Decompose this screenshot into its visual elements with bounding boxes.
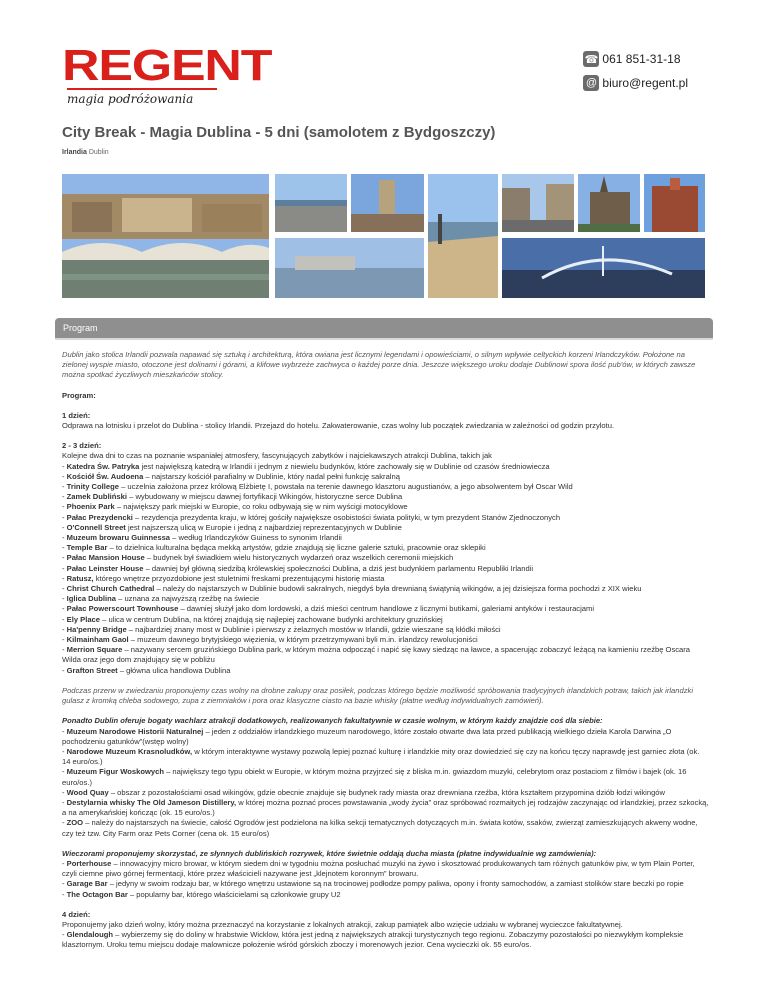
- harbour-photo[interactable]: [275, 238, 424, 298]
- list-item-description: – uznana za najwyższą rzeźbę na świecie: [116, 594, 260, 604]
- list-item-name: Zamek Dubliński: [66, 492, 127, 502]
- list-item: - The Octagon Bar – popularny bar, którego właścicielami są członkowie grupy U2: [62, 889, 341, 899]
- program-heading: Program:: [62, 390, 96, 400]
- list-item-description: – dawniej był główną siedzibą królewskiej społeczności Dublina, a dziś jest budynkiem parlamentu Republiki Irlandii: [143, 563, 534, 573]
- list-item: - Muzeum browaru Guinnessa – według Irlandczyków Guiness to synonim Irlandii: [62, 533, 342, 543]
- optional-heading: Ponadto Dublin oferuje bogaty wachlarz atrakcji dodatkowych, realizowanych fakultatywnie w czasie wolnym, w którym każdy znajdzie coś dla siebie:: [62, 716, 603, 726]
- list-item: - Porterhouse – innowacyjny micro browar, w którym siedem dni w tygodniu można posłuchać muzyki na żywo i skosztować produkowanych tam różnych gatunków piw, w tym Plain Porter, czyli ciemne piwo górnej fermentacji, które przez właścicieli nazywane jest „klejnotem koronnym” browaru.: [62, 858, 695, 879]
- free-time-note: Podczas przerw w zwiedzaniu proponujemy czas wolny na drobne zakupy oraz posiłek, podczas którego będzie możliwość spróbowania tradycyjnych irlandzkich potraw, takich jak irlandzki gulasz z kromką chleba sodowego, zupa z ziemniaków i pora oraz klasyczne ciasto na bazie whisky (płatne według indywidualnych zamówień).: [62, 685, 694, 706]
- program-tab[interactable]: Program: [55, 318, 713, 338]
- list-item: - Pałac Mansion House – budynek był świadkiem wielu historycznych wydarzeń oraz wszelkich ceremonii miejskich: [62, 553, 454, 563]
- list-item: - Kilmainham Gaol – muzeum dawnego brytyjskiego więzienia, w którym przetrzymywani byli m.in. irlandzcy rewolucjoniści: [62, 635, 478, 645]
- list-item: - Grafton Street – główna ulica handlowa Dublina: [62, 665, 231, 675]
- list-item-name: ZOO: [66, 818, 84, 828]
- list-item-name: Merrion Square: [66, 645, 123, 655]
- day4-excursions-list: [62, 930, 709, 950]
- page-title: City Break - Magia Dublina - 5 dni (samolotem z Bydgoszczy): [62, 124, 496, 141]
- list-item: - Pałac Prezydencki – rezydencja prezydenta kraju, w której gościły największe osobistości świata polityki, w tym prezydent Stanów Zjednoczonych: [62, 512, 561, 522]
- breadcrumb-country[interactable]: Irlandia: [62, 149, 87, 156]
- list-item: - Phoenix Park – największy park miejski w Europie, co roku odbywają się w nim wyścigi motocyklowe: [62, 502, 408, 512]
- list-item-description: – ulica w centrum Dublina, na której znajdują się najlepiej zachowane budynki architektury gruzińskiej: [100, 614, 443, 624]
- day23-heading: 2 - 3 dzień:: [62, 441, 102, 451]
- day4-text: Proponujemy jako dzień wolny, który można przeznaczyć na korzystanie z lokalnych atrakcji, zakup pamiątek albo wzięcie udziału w wybranej wycieczce fakultatywnej.: [62, 919, 623, 929]
- list-item-name: Pałac Leinster House: [66, 563, 144, 573]
- regent-logo[interactable]: [62, 41, 272, 110]
- list-item-name: Muzeum Narodowe Historii Naturalnej: [66, 726, 204, 736]
- list-item: - Glendalough – wybierzemy się do doliny w hrabstwie Wicklow, która jest jedną z największych atrakcji turystycznych tego regionu. Zobaczymy pozostałości po niezwykłym kompleksie klasztornym. Uroku temu miejscu dodaje malownicze położenie wśród górskich zboczy i morenowych jezior. Cena wycieczki ok. 55 euro/os.: [62, 930, 684, 950]
- list-item-description: – uczelnia założona przez królową Elżbietę I, powstała na terenie dawnego klasztoru augustianów, a jego absolwentem był Oscar Wild: [118, 482, 573, 492]
- list-item-name: Grafton Street: [66, 665, 118, 675]
- list-item-name: Porterhouse: [66, 858, 112, 868]
- list-item-description: w której można poznać proces powstawania „wody życia” oraz spróbować rozmaitych jej rodzajów zaczynając od irlandzkiej, przez szkocką, a na amerykańskiej kończąc (ok. 15 euro/os.): [62, 797, 709, 818]
- list-item-description: – obszar z pozostałościami osad wikingów, gdzie obecnie znajduje się budynek rady miasta oraz drewniana rzeźba, która kształtem przypomina dziób łodzi wikingów: [108, 787, 666, 797]
- beach-photo[interactable]: [428, 174, 498, 298]
- intro-text: Dublin jako stolica Irlandii pozwala napawać się sztuką i architekturą, która owiana jest licznymi legendami i opowieściami, o silnym wpływie celtyckich korzeni Irlandczyków. Położone na zielonej wyspie miasto, otoczone jest dolinami i górami, a klifowe wybrzeże zachwyca o każdej porze dnia. Jeszcze większego uroku dodaje Dublinowi spora ilość pub'ów, w których zawsze można spotkać życzliwych mieszkańców stolicy.: [62, 350, 696, 380]
- phone-number[interactable]: 061 851-31-18: [602, 52, 681, 66]
- breadcrumb-city[interactable]: Dublin: [88, 149, 109, 156]
- list-item-name: Pałac Powerscourt Townhouse: [66, 604, 179, 614]
- list-item-name: Pałac Prezydencki: [66, 512, 133, 522]
- list-item-description: – największy park miejski w Europie, co roku odbywają się w nim wyścigi motocyklowe: [114, 502, 408, 512]
- list-item: - Zamek Dubliński – wybudowany w miejscu dawnej fortyfikacji Wikingów, historyczne serce Dublina: [62, 492, 403, 502]
- list-item: - Muzeum Figur Woskowych – największy tego typu obiekt w Europie, w którym można przyjrzeć się z bliska m.in. gwiazdom muzyki, celebrytom oraz postaciom z filmów i bajek (ok. 16 euro/os.): [62, 767, 687, 787]
- list-item-description: – rezydencja prezydenta kraju, w której gościły największe osobistości świata polityki, w tym prezydent Stanów Zjednoczonych: [132, 512, 561, 522]
- list-item-name: Wood Quay: [66, 787, 109, 797]
- list-item-name: Destylarnia whisky The Old Jameson Distillery,: [66, 797, 237, 807]
- list-item-description: – jeden z oddziałów irlandzkiego muzeum narodowego, które zostało otwarte dwa lata przed publikacją wielkiego dzieła Karola Darwina „O pochodzeniu gatunków”(wstęp wolny): [62, 726, 672, 746]
- list-item-name: Katedra Św. Patryka: [66, 461, 140, 471]
- day1-text: Odprawa na lotnisku i przelot do Dublina - stolicy Irlandii. Przejazd do hotelu. Zakwaterowanie, czas wolny lub początek zwiedzania w zależności od godzin przylotu.: [62, 421, 615, 431]
- list-item-name: Muzeum browaru Guinnessa: [66, 533, 171, 543]
- list-item-description: – nazywany sercem gruzińskiego Dublina park, w którym można odpocząć i napić się kawy siedząc na ławce, a spacerując zobaczyć leżącą na kamieniu rzeźbę Oscara Wilda oraz jego dom znajdujący się w pobliżu: [62, 645, 691, 665]
- list-item: - Ha'penny Bridge – najbardziej znany most w Dublinie i pierwszy z żelaznych mostów w Irlandii, gdzie wieszane są kłódki miłości: [62, 624, 501, 634]
- list-item-description: – dawniej służył jako dom lordowski, a dziś mieści centrum handlowe z licznymi butikami, galeriami antyków i restauracjami: [178, 604, 595, 614]
- contact-box: [583, 48, 688, 96]
- program-content: [62, 350, 709, 951]
- list-item-name: Kościół Św. Audoena: [66, 471, 144, 481]
- optional-attractions-list: [62, 727, 709, 839]
- list-item-name: Glendalough: [66, 930, 114, 940]
- list-item-name: The Octagon Bar: [66, 889, 128, 899]
- list-item: - Katedra Św. Patryka jest największą katedrą w Irlandii i jednym z niewielu budynków, które zachowały się w Dublinie od czasów średniowiecza: [62, 461, 550, 471]
- list-item-name: Narodowe Muzeum Krasnoludków,: [66, 746, 193, 756]
- list-item-name: Iglica Dublina: [66, 594, 117, 604]
- list-item-description: – najbardziej znany most w Dublinie i pierwszy z żelaznych mostów w Irlandii, gdzie wieszane są kłódki miłości: [126, 624, 501, 634]
- list-item-description: – największy tego typu obiekt w Europie, w którym można przyjrzeć się z bliska m.in. gwiazdom muzyki, celebrytom oraz postaciom z filmów i bajek (ok. 16 euro/os.): [62, 767, 687, 787]
- day23-text: Kolejne dwa dni to czas na poznanie wspaniałej atmosfery, fascynujących zabytków i najciekawszych atrakcji Dublina, takich jak: [62, 451, 492, 461]
- list-item-description: – wybudowany w miejscu dawnej fortyfikacji Wikingów, historyczne serce Dublina: [127, 492, 403, 502]
- list-item-name: Ratusz,: [66, 573, 94, 583]
- list-item-description: – według Irlandczyków Guiness to synonim Irlandii: [170, 533, 342, 543]
- list-item: - Kościół Św. Audoena – najstarszy kościół parafialny w Dublinie, który nadal pełni funkcję sakralną: [62, 471, 400, 481]
- list-item: - O'Connell Street jest najszerszą ulicą w Europie i jedną z najbardziej reprezentacyjnych w Dublinie: [62, 522, 402, 532]
- list-item: - Merrion Square – nazywany sercem gruzińskiego Dublina park, w którym można odpocząć i napić się kawy siedząc na ławce, a spacerując zobaczyć leżącą na kamieniu rzeźbę Oscara Wilda oraz jego dom znajdujący się w pobliżu: [62, 645, 691, 665]
- liffey-bridge-photo[interactable]: [62, 174, 269, 298]
- list-item-description: – to dzielnica kulturalna będąca mekką artystów, gdzie znajdują się liczne galerie sztuki, pracownie oraz sklepiki: [107, 543, 486, 553]
- list-item-description: jest najszerszą ulicą w Europie i jedną z najbardziej reprezentacyjnych w Dublinie: [125, 522, 402, 532]
- list-item-name: Ely Place: [66, 614, 100, 624]
- at-sign-icon: @: [583, 75, 599, 91]
- list-item: - Garage Bar – jedyny w swoim rodzaju bar, w którego wnętrzu ustawione są na trocinowej podłodze pompy paliwa, opony i fronty samochodów, a zamiast stolików stare beczki po ropie: [62, 879, 684, 889]
- phone-icon: ☎: [583, 51, 599, 67]
- logo-wordmark: REGENT: [62, 41, 272, 90]
- list-item: - Temple Bar – to dzielnica kulturalna będąca mekką artystów, gdzie znajdują się liczne galerie sztuki, pracownie oraz sklepiki: [62, 543, 486, 553]
- breadcrumb: [62, 149, 109, 156]
- list-item-description: – wybierzemy się do doliny w hrabstwie Wicklow, która jest jedną z największych atrakcji turystycznych tego regionu. Zobaczymy pozostałości po niezwykłym kompleksie klasztornym. Uroku temu miejscu dodaje malownicze położenie wśród górskich zboczy i morenowych jezior. Cena wycieczki ok. 55 euro/os.: [62, 930, 684, 950]
- list-item: - Iglica Dublina – uznana za najwyższą rzeźbę na świecie: [62, 594, 260, 604]
- list-item-name: O'Connell Street: [66, 522, 126, 532]
- list-item-name: Garage Bar: [66, 879, 108, 889]
- cathedral-photo[interactable]: [578, 174, 640, 232]
- photo-gallery: [62, 174, 705, 298]
- day23-attractions-list: [62, 462, 709, 676]
- list-item: - Ely Place – ulica w centrum Dublina, na której znajdują się najlepiej zachowane budynki architektury gruzińskiej: [62, 614, 443, 624]
- evening-attractions-list: [62, 859, 709, 900]
- list-item-name: Christ Church Cathedral: [66, 584, 155, 594]
- list-item: - Narodowe Muzeum Krasnoludków, w którym interaktywne wystawy pozwolą lepiej poznać kulturę i irlandzkie mity oraz dowiedzieć się czy na końcu tęczy naprawdę jest garniec złota (ok. 14 euro/os.): [62, 746, 700, 767]
- list-item-description: – popularny bar, którego właścicielami są członkowie grupy U2: [127, 889, 341, 899]
- list-item-name: Muzeum Figur Woskowych: [66, 767, 164, 777]
- list-item-description: – jedyny w swoim rodzaju bar, w którego wnętrzu ustawione są na trocinowej podłodze pompy paliwa, opony i fronty samochodów, a zamiast stolików stare beczki po ropie: [107, 879, 684, 889]
- list-item-description: – należy do najstarszych na świecie, całość Ogrodów jest podzielona na kilka sekcji tematycznych dotyczących m.in. świata kotów, ssaków, zwierząt zamieszkujących akweny wodne, czy też tzw. City Farm oraz Pets Corner (cena ok. 15 euro/os): [62, 818, 698, 838]
- list-item-name: Ha'penny Bridge: [66, 624, 127, 634]
- list-item-description: – należy do najstarszych w Dublinie budowli sakralnych, niegdyś była drewnianą świątynią wikingów, a jej dzisiejsza forma pochodzi z XIX wieku: [154, 584, 642, 594]
- sea-wall-photo[interactable]: [275, 174, 347, 232]
- evening-heading: Wieczorami proponujemy skorzystać, ze słynnych dublińskich rozrywek, które świetnie oddają ducha miasta (płatne indywidualnie wg zamówienia):: [62, 848, 597, 858]
- list-item: - Pałac Leinster House – dawniej był główną siedzibą królewskiej społeczności Dublina, a dziś jest budynkiem parlamentu Republiki Irlandii: [62, 563, 534, 573]
- email-row: [583, 72, 688, 94]
- day4-heading: 4 dzień:: [62, 909, 91, 919]
- logo-tagline: magia podróżowania: [67, 88, 217, 106]
- program-divider: [55, 338, 713, 340]
- list-item: - Muzeum Narodowe Historii Naturalnej – jeden z oddziałów irlandzkiego muzeum narodowego, które zostało otwarte dwa lata przed publikacją wielkiego dzieła Karola Darwina „O pochodzeniu gatunków”(wstęp wolny): [62, 726, 672, 746]
- list-item: - Christ Church Cathedral – należy do najstarszych w Dublinie budowli sakralnych, niegdyś była drewnianą świątynią wikingów, a jej dzisiejsza forma pochodzi z XIX wieku: [62, 584, 642, 594]
- list-item-description: – najstarszy kościół parafialny w Dublinie, który nadal pełni funkcję sakralną: [143, 471, 400, 481]
- list-item-description: jest największą katedrą w Irlandii i jednym z niewielu budynków, które zachowały się w Dublinie od czasów średniowiecza: [139, 461, 550, 471]
- phone-row: [583, 48, 688, 70]
- list-item-name: Phoenix Park: [66, 502, 115, 512]
- list-item: - ZOO – należy do najstarszych na świecie, całość Ogrodów jest podzielona na kilka sekcji tematycznych dotyczących m.in. świata kotów, ssaków, zwierząt zamieszkujących akweny wodne, czy też tzw. City Farm oraz Pets Corner (cena ok. 15 euro/os): [62, 818, 698, 838]
- list-item: - Ratusz, którego wnętrze przyozdobione jest stuletnimi freskami prezentującymi historię miasta: [62, 573, 385, 583]
- day1-heading: 1 dzień:: [62, 410, 91, 420]
- list-item-name: Kilmainham Gaol: [66, 635, 129, 645]
- list-item-description: – muzeum dawnego brytyjskiego więzienia, w którym przetrzymywani byli m.in. irlandzcy rewolucjoniści: [128, 635, 478, 645]
- red-brick-building-photo[interactable]: [644, 174, 705, 232]
- list-item-description: – budynek był świadkiem wielu historycznych wydarzeń oraz wszelkich ceremonii miejskich: [144, 553, 454, 563]
- list-item-description: którego wnętrze przyozdobione jest stuletnimi freskami prezentującymi historię miasta: [93, 573, 385, 583]
- tower-photo[interactable]: [351, 174, 424, 232]
- list-item-description: – główna ulica handlowa Dublina: [117, 665, 231, 675]
- list-item-name: Pałac Mansion House: [66, 553, 145, 563]
- list-item-description: – innowacyjny micro browar, w którym siedem dni w tygodniu można posłuchać muzyki na żywo i skosztować produkowanych tam różnych gatunków piw, w tym Plain Porter, czyli ciemne piwo górnej fermentacji, które przez właścicieli nazywane jest „klejnotem koronnym” browaru.: [62, 858, 695, 879]
- list-item: - Trinity College – uczelnia założona przez królową Elżbietę I, powstała na terenie dawnego klasztoru augustianów, a jego absolwentem był Oscar Wild: [62, 482, 573, 492]
- email-address[interactable]: biuro@regent.pl: [602, 76, 688, 90]
- street-photo[interactable]: [502, 174, 574, 232]
- list-item: - Pałac Powerscourt Townhouse – dawniej służył jako dom lordowski, a dziś mieści centrum handlowe z licznymi butikami, galeriami antyków i restauracjami: [62, 604, 595, 614]
- list-item: - Destylarnia whisky The Old Jameson Distillery, w której można poznać proces powstawania „wody życia” oraz spróbować rozmaitych jej rodzajów zaczynając od irlandzkiej, przez szkocką, a na amerykańskiej kończąc (ok. 15 euro/os.): [62, 797, 709, 818]
- list-item-name: Trinity College: [66, 482, 119, 492]
- list-item-name: Temple Bar: [66, 543, 108, 553]
- river-night-photo[interactable]: [502, 238, 705, 298]
- list-item: - Wood Quay – obszar z pozostałościami osad wikingów, gdzie obecnie znajduje się budynek rady miasta oraz drewniana rzeźba, która kształtem przypomina dziób łodzi wikingów: [62, 787, 666, 797]
- list-item-description: w którym interaktywne wystawy pozwolą lepiej poznać kulturę i irlandzkie mity oraz dowiedzieć się czy na końcu tęczy naprawdę jest garniec złota (ok. 14 euro/os.): [62, 746, 700, 767]
